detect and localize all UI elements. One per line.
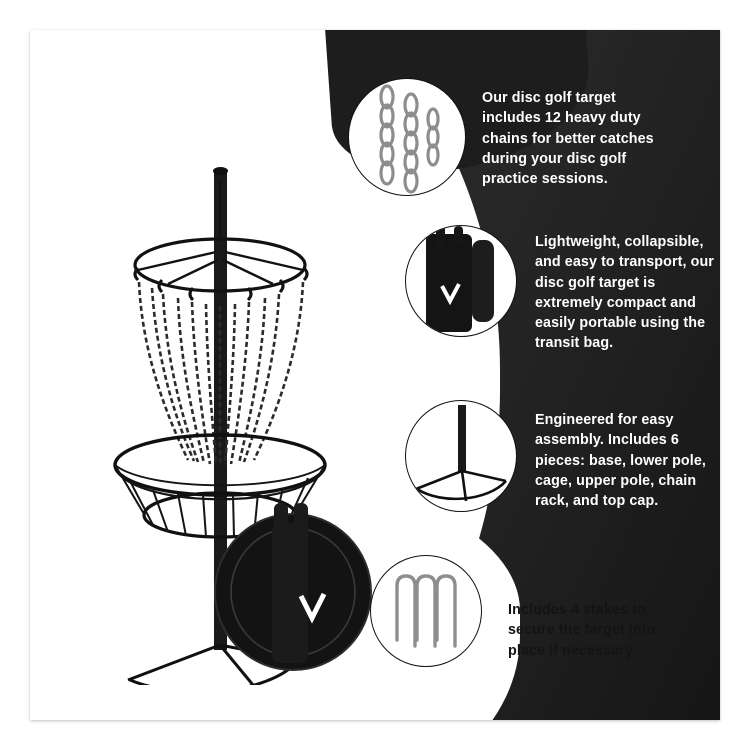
callout-stakes-bubble [370, 555, 482, 667]
callout-transit-bag-bubble [405, 225, 517, 337]
stakes-icon [371, 556, 482, 667]
callout-assembly-bubble [405, 400, 517, 512]
callout-assembly-text: Engineered for easy assembly. Includes 6 pieces: base, lower pole, cage, upper pole, chain rack, and top cap. [535, 412, 706, 510]
callout-transit-bag-text: Lightweight, collapsible, and easy to transport, our disc golf target is extremely compact and easily portable using the transit bag. [535, 234, 714, 352]
base-assembly-icon [406, 401, 517, 512]
target-artwork-svg [68, 140, 398, 685]
disc-golf-target-illustration [68, 140, 398, 685]
product-card [30, 30, 720, 720]
callout-chains-bubble [348, 78, 466, 196]
transit-bag-graphic [215, 503, 371, 670]
chain-detail-icon [349, 79, 466, 196]
callout-chains-text: Our disc golf target includes 12 heavy duty chains for better catches during your disc golf practice sessions. [482, 90, 654, 188]
callout-stakes-text: Includes 4 stakes to secure the target into place if necessary. [508, 602, 656, 659]
transit-bag-icon [406, 226, 517, 337]
